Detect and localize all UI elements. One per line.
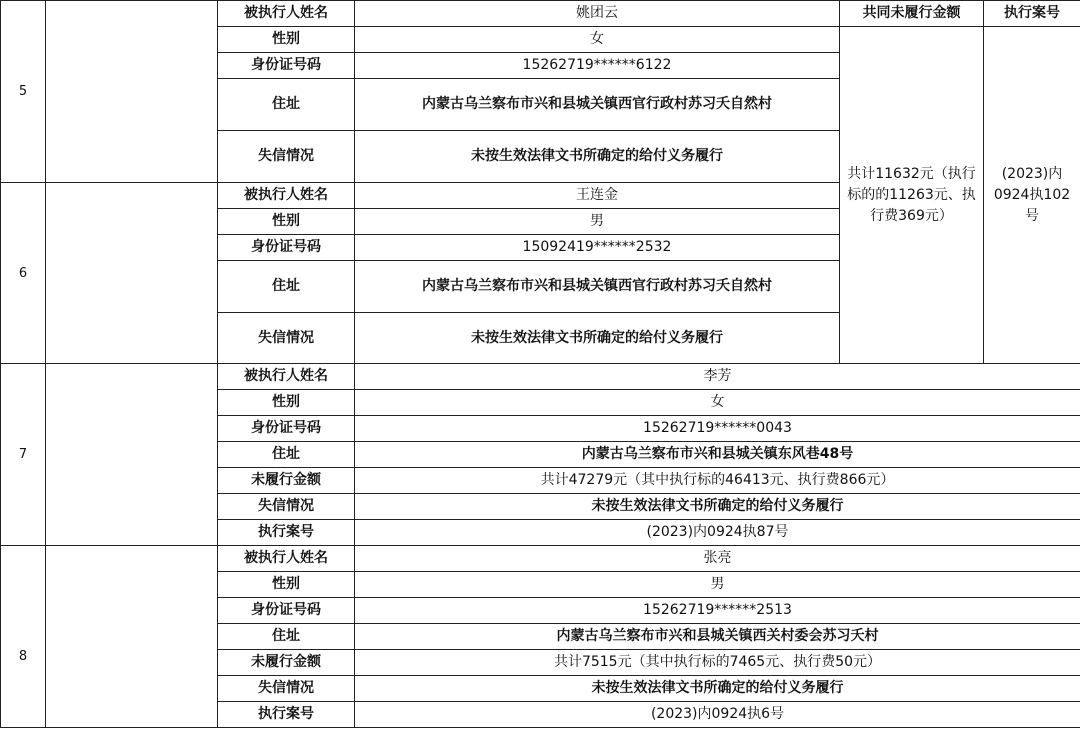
photo-cell — [46, 364, 218, 546]
label-address: 住址 — [218, 261, 355, 313]
header-case-no: 执行案号 — [984, 1, 1080, 27]
value-status: 未按生效法律文书所确定的给付义务履行 — [355, 676, 1080, 702]
value-status: 未按生效法律文书所确定的给付义务履行 — [355, 131, 840, 183]
value-id: 15262719******0043 — [355, 416, 1080, 442]
value-id: 15262719******2513 — [355, 598, 1080, 624]
label-status: 失信情况 — [218, 676, 355, 702]
label-name: 被执行人姓名 — [218, 546, 355, 572]
value-status: 未按生效法律文书所确定的给付义务履行 — [355, 494, 1080, 520]
label-status: 失信情况 — [218, 313, 355, 364]
photo-cell — [46, 1, 218, 183]
table-row — [1, 546, 1080, 572]
row-number: 6 — [1, 183, 46, 364]
value-name: 姚团云 — [355, 1, 840, 27]
shared-case-no: (2023)内0924执102号 — [984, 27, 1080, 364]
value-name: 李芳 — [355, 364, 1080, 390]
value-id: 15262719******6122 — [355, 53, 840, 79]
value-address: 内蒙古乌兰察布市兴和县城关镇西官行政村苏习夭自然村 — [355, 261, 840, 313]
value-address: 内蒙古乌兰察布市兴和县城关镇西官行政村苏习夭自然村 — [355, 79, 840, 131]
value-address: 内蒙古乌兰察布市兴和县城关镇西关村委会苏习夭村 — [355, 624, 1080, 650]
table-row — [1, 364, 1080, 390]
label-gender: 性别 — [218, 27, 355, 53]
photo-cell — [46, 546, 218, 728]
label-gender: 性别 — [218, 390, 355, 416]
label-status: 失信情况 — [218, 131, 355, 183]
label-gender: 性别 — [218, 209, 355, 235]
label-id: 身份证号码 — [218, 416, 355, 442]
shared-amount: 共计11632元（执行标的的11263元、执行费369元） — [840, 27, 984, 364]
value-status: 未按生效法律文书所确定的给付义务履行 — [355, 313, 840, 364]
table-row — [1, 1, 1080, 27]
value-case: (2023)内0924执87号 — [355, 520, 1080, 546]
value-gender: 女 — [355, 27, 840, 53]
label-status: 失信情况 — [218, 494, 355, 520]
value-gender: 女 — [355, 390, 1080, 416]
value-address: 内蒙古乌兰察布市兴和县城关镇东风巷48号 — [355, 442, 1080, 468]
value-name: 王连金 — [355, 183, 840, 209]
label-case: 执行案号 — [218, 702, 355, 728]
value-unpaid: 共计7515元（其中执行标的7465元、执行费50元） — [355, 650, 1080, 676]
label-unpaid: 未履行金额 — [218, 468, 355, 494]
value-gender: 男 — [355, 209, 840, 235]
label-unpaid: 未履行金额 — [218, 650, 355, 676]
value-gender: 男 — [355, 572, 1080, 598]
row-number: 7 — [1, 364, 46, 546]
photo-cell — [46, 183, 218, 364]
label-name: 被执行人姓名 — [218, 183, 355, 209]
value-id: 15092419******2532 — [355, 235, 840, 261]
label-address: 住址 — [218, 79, 355, 131]
label-case: 执行案号 — [218, 520, 355, 546]
label-name: 被执行人姓名 — [218, 364, 355, 390]
label-address: 住址 — [218, 442, 355, 468]
row-number: 8 — [1, 546, 46, 728]
label-name: 被执行人姓名 — [218, 1, 355, 27]
row-number: 5 — [1, 1, 46, 183]
value-unpaid: 共计47279元（其中执行标的46413元、执行费866元） — [355, 468, 1080, 494]
value-case: (2023)内0924执6号 — [355, 702, 1080, 728]
label-id: 身份证号码 — [218, 53, 355, 79]
label-gender: 性别 — [218, 572, 355, 598]
value-name: 张亮 — [355, 546, 1080, 572]
header-joint-amount: 共同未履行金额 — [840, 1, 984, 27]
label-id: 身份证号码 — [218, 598, 355, 624]
label-address: 住址 — [218, 624, 355, 650]
label-id: 身份证号码 — [218, 235, 355, 261]
